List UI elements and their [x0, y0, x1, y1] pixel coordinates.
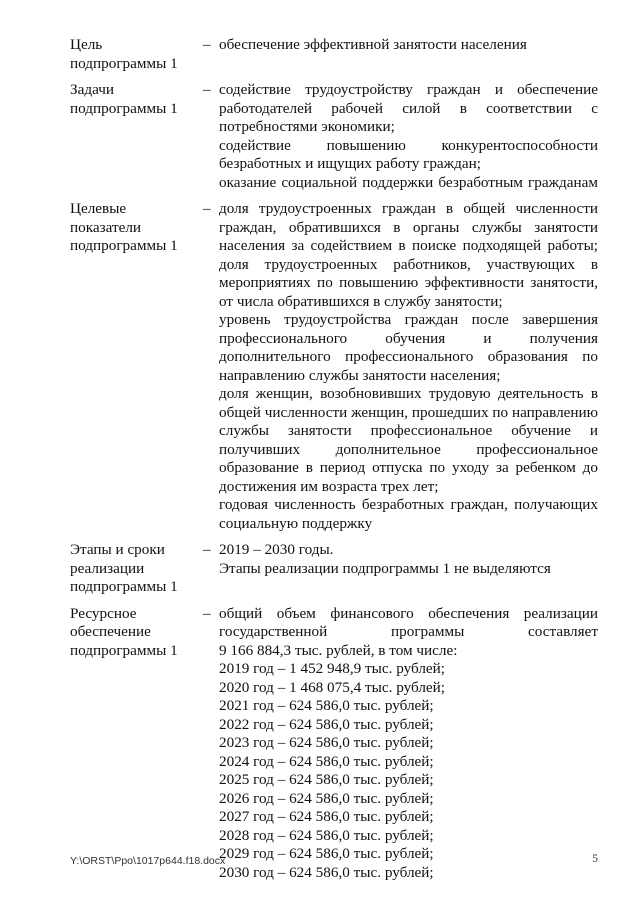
content-line: содействие трудоустройству граждан и обеспечение	[219, 81, 598, 98]
content-line: обеспечение эффективной занятости населения	[219, 36, 527, 53]
row-content	[219, 605, 598, 883]
row-content	[219, 541, 598, 597]
content-line: 2019 – 2030 годы.	[219, 541, 334, 558]
content-line: 2030 год – 624 586,0 тыс. рублей;	[219, 863, 434, 881]
content-line: направлению службы занятости населения;	[219, 366, 501, 384]
content-line: 2029 год – 624 586,0 тыс. рублей;	[219, 845, 434, 862]
row-label-line: Этапы и сроки	[70, 541, 165, 558]
row-label-line: Ресурсное	[70, 604, 137, 622]
content-line: 2020 год – 1 468 075,4 тыс. рублей;	[219, 678, 446, 696]
content-line: годовая численность безработных граждан, получающих	[219, 496, 598, 513]
content-line: 2024 год – 624 586,0 тыс. рублей;	[219, 752, 434, 770]
row-label-line: Цель	[70, 36, 103, 53]
content-line: населения за содействием в поиске подходящей работы;	[219, 237, 598, 254]
row-label-line: подпрограммы 1	[70, 54, 178, 72]
table-row	[70, 36, 598, 73]
content-line: уровень трудоустройства граждан после завершения	[219, 311, 598, 328]
content-line: дополнительного профессионального образования по	[219, 348, 598, 365]
row-label	[70, 605, 203, 883]
content-line: общий объем финансового обеспечения реализации	[219, 604, 598, 622]
content-line: потребностями экономики;	[219, 118, 395, 135]
content-line: 9 166 884,3 тыс. рублей, в том числе:	[219, 641, 458, 659]
content-line: государственной программы составляет	[219, 623, 598, 640]
row-content	[219, 36, 598, 73]
table-row	[70, 81, 598, 192]
row-label-line: Целевые	[70, 200, 127, 217]
content-line: достижения им возраста трех лет;	[219, 477, 439, 495]
content-line: образование в период отпуска по уходу за ребенком до	[219, 459, 598, 476]
content-line: профессионального обучения и получения	[219, 329, 598, 347]
row-label-line: показатели	[70, 218, 142, 236]
row-label	[70, 36, 203, 73]
content-line: от числа обратившихся в службу занятости;	[219, 292, 503, 310]
row-dash: –	[203, 604, 211, 622]
row-dash: –	[203, 36, 211, 53]
row-label	[70, 81, 203, 192]
row-dash: –	[203, 541, 211, 558]
content-line: 2021 год – 624 586,0 тыс. рублей;	[219, 697, 434, 714]
content-line: социальную поддержку	[219, 514, 373, 532]
content-line: содействие повышению конкурентоспособности	[219, 136, 598, 154]
row-label-line: подпрограммы 1	[70, 578, 178, 595]
row-dash: –	[203, 200, 211, 217]
row-label	[70, 541, 203, 597]
page-number: 5	[592, 853, 598, 865]
table-row	[70, 200, 598, 533]
content-line: общей численности женщин, прошедших по направлению	[219, 403, 598, 421]
content-line: доля трудоустроенных работников, участвующих в	[219, 255, 598, 273]
passport-table	[70, 36, 598, 890]
content-line: доля трудоустроенных граждан в общей численности	[219, 200, 598, 217]
content-line: 2023 год – 624 586,0 тыс. рублей;	[219, 734, 434, 751]
content-line: безработных и ищущих работу граждан;	[219, 155, 481, 172]
content-line: Этапы реализации подпрограммы 1 не выделяются	[219, 559, 551, 577]
content-line: 2026 год – 624 586,0 тыс. рублей;	[219, 789, 434, 807]
content-line: получивших дополнительное профессиональное	[219, 440, 598, 458]
content-line: доля женщин, возобновивших трудовую деятельность в	[219, 385, 598, 402]
content-line: 2019 год – 1 452 948,9 тыс. рублей;	[219, 660, 446, 677]
content-line: службы занятости профессиональное обучение и	[219, 422, 598, 439]
content-line: 2027 год – 624 586,0 тыс. рублей;	[219, 808, 434, 825]
content-line: 2025 год – 624 586,0 тыс. рублей;	[219, 771, 434, 788]
table-row	[70, 605, 598, 883]
row-label-line: Задачи	[70, 81, 114, 98]
row-label-line: подпрограммы 1	[70, 237, 178, 254]
row-dash: –	[203, 81, 211, 98]
row-content	[219, 81, 598, 192]
row-content	[219, 200, 598, 533]
content-line: оказание социальной поддержки безработным гражданам	[219, 173, 598, 191]
row-label	[70, 200, 203, 533]
content-line: работодателей рабочей силой в соответствии с	[219, 99, 598, 117]
content-line: 2022 год – 624 586,0 тыс. рублей;	[219, 715, 434, 733]
row-label-line: подпрограммы 1	[70, 99, 178, 117]
content-line: мероприятиях по повышению эффективности занятости,	[219, 274, 598, 291]
table-row	[70, 541, 598, 597]
row-label-line: реализации	[70, 559, 145, 577]
row-label-line: подпрограммы 1	[70, 641, 178, 659]
footer-file-path: Y:\ORST\Ppo\1017p644.f18.docx	[70, 855, 226, 867]
row-label-line: обеспечение	[70, 623, 151, 640]
content-line: граждан, обратившихся в органы службы занятости	[219, 218, 598, 236]
content-line: 2028 год – 624 586,0 тыс. рублей;	[219, 826, 434, 844]
